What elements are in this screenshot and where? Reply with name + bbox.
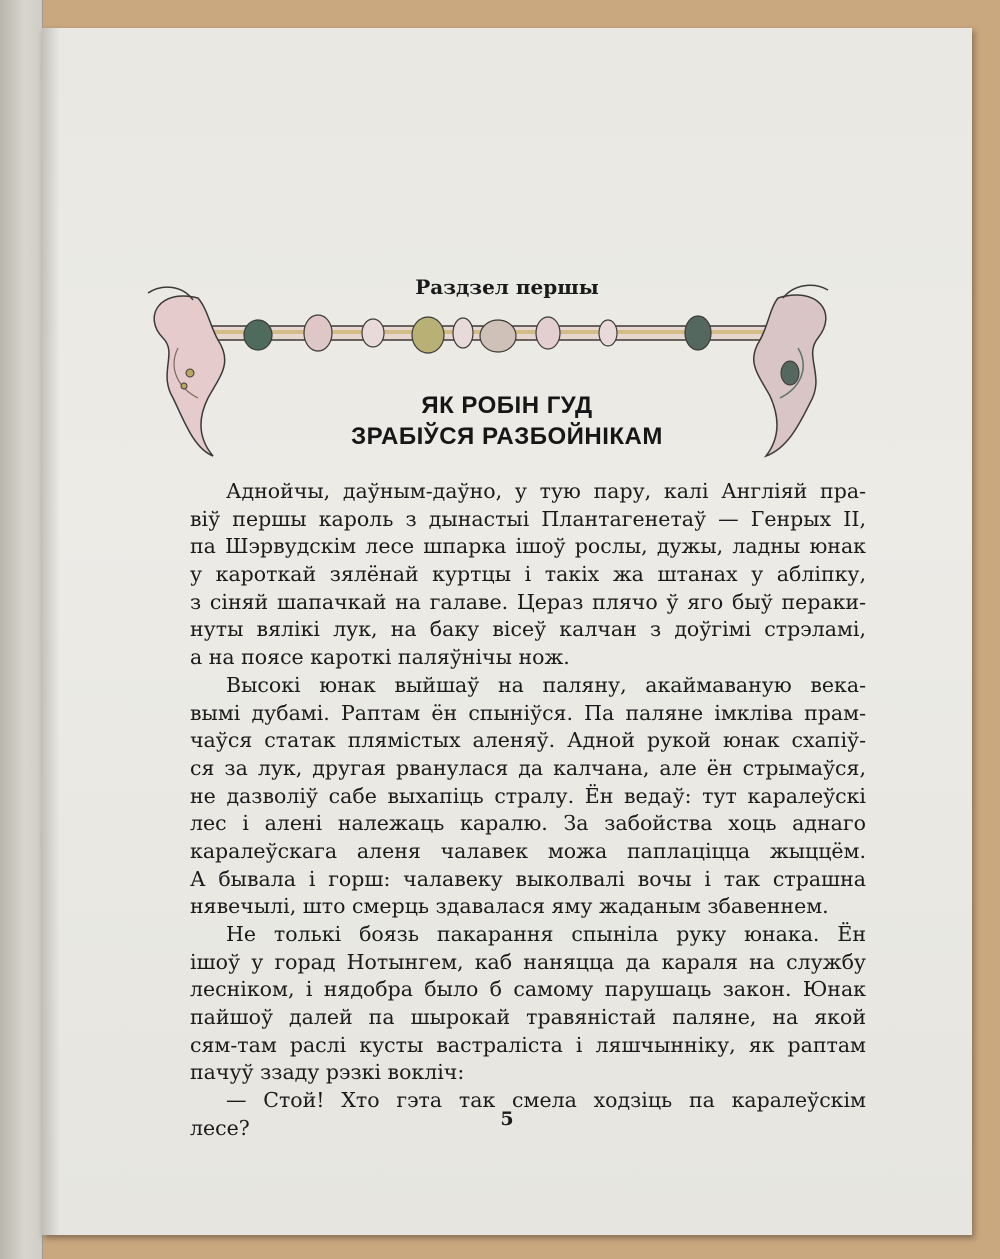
section-label: Раздзел першы (415, 275, 599, 299)
text-line: лесе? (190, 1115, 250, 1140)
text-line: не дазволіў сабе выхапіць стралу. Ён ведаў: тут каралеўскі (190, 783, 866, 808)
text-line: ішоў у горад Нотынгем, каб наняцца да караля на службу (190, 949, 866, 974)
text-line: а на поясе кароткі паляўнічы нож. (190, 645, 570, 670)
chapter-title (42, 390, 972, 452)
text-line: нуты вялікі лук, на баку вісеў калчан з доўгімі стрэламі, (190, 617, 866, 642)
text-line: сям-там раслі кусты вастраліста і ляшчынніку, як раптам (190, 1032, 866, 1057)
text-line: віў першы кароль з дынастыі Плантагенетаў — Генрых II, (190, 506, 866, 531)
chapter-title-line-2: ЗРАБІЎСЯ РАЗБОЙНІКАМ (351, 423, 663, 450)
text-line: лес і алені належаць каралю. За забойства хоць аднаго (190, 811, 866, 836)
text-line: пачуў ззаду рэзкі воклiч: (190, 1060, 465, 1085)
text-line: ся за лук, другая рванулася да калчана, але ён стрымаўся, (190, 755, 866, 780)
text-line: каралеўскага аленя чалавек можа паплаціцца жыццём. (190, 838, 866, 863)
page-number: 5 (500, 1108, 514, 1130)
chapter-title-line-1: ЯК РОБІН ГУД (421, 392, 593, 419)
text-line: па Шэрвудскім лесе шпарка ішоў рослы, дужы, ладны юнак (190, 534, 866, 559)
left-page-edge (0, 0, 43, 1259)
text-line: з сіняй шапачкай на галаве. Цераз плячо ў яго быў пераки- (190, 589, 866, 614)
text-line: пайшоў далей па шырокай травяністай паляне, на якой (190, 1005, 866, 1030)
text-line: Не толькі боязь пакарання спыніла руку юнака. Ён (226, 922, 866, 946)
text-line: А бывала і горш: чалавеку выколвалі вочы і так страшна (190, 866, 866, 891)
text-line: — Стой! Хто гэта так смела ходзіць па каралеўскім (226, 1088, 866, 1113)
text-line: вымі дубамі. Раптам ён спыніўся. Па паляне імклiва прам- (190, 700, 866, 725)
body-text (190, 478, 866, 1143)
spine-shadow (42, 28, 60, 1235)
book-page (42, 28, 972, 1235)
text-line: чаўся статак плямiстых аленяў. Адной рукой юнак схапіў- (190, 728, 866, 753)
text-line: леснiком, і нядобра было б самому парушаць закон. Юнак (190, 977, 866, 1002)
text-line: Аднойчы, даўным-даўно, у тую пару, калі Англіяй пра- (226, 479, 866, 503)
text-line: Высокі юнак выйшаў на паляну, акаймаваную векa- (226, 672, 866, 697)
text-line: у кароткай зялёнай куртцы і такіх жа штанах у аблiпку, (190, 562, 866, 587)
text-line: нявечылі, што смерць здавалася яму жаданым збавеннем. (190, 894, 829, 919)
